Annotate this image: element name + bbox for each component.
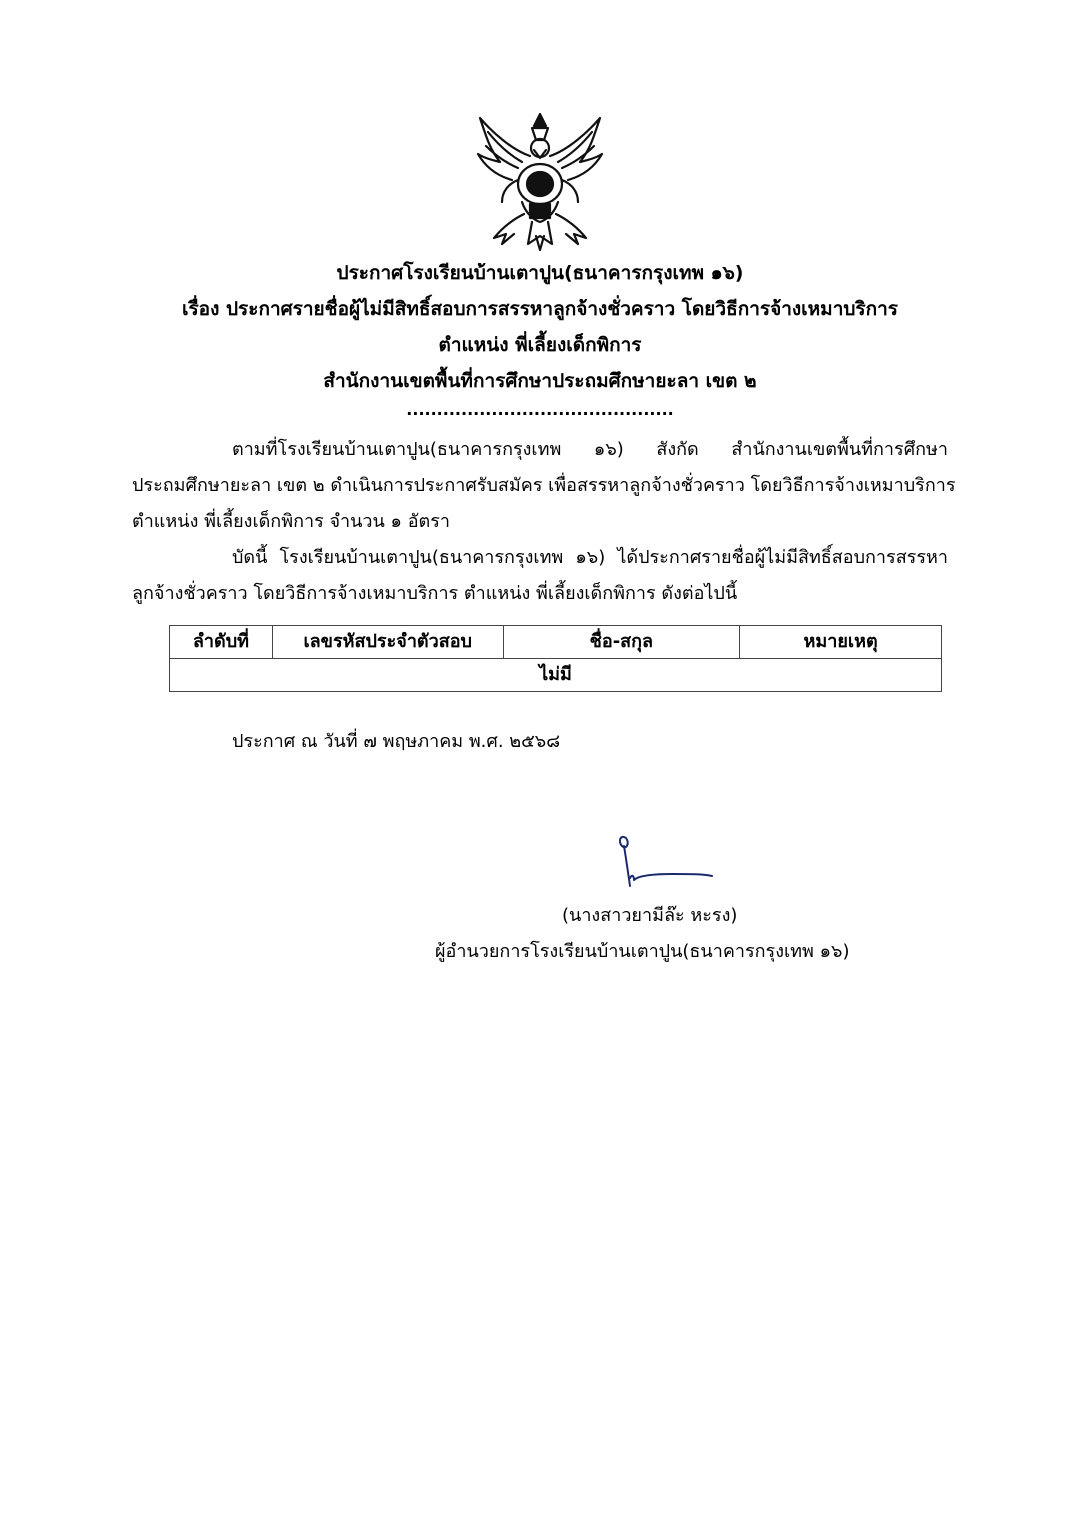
signer-title: ผู้อำนวยการโรงเรียนบ้านเตาปูน(ธนาคารกรุงเทพ ๑๖) [435,941,850,962]
paragraph-1-line-1: ตามที่โรงเรียนบ้านเตาปูน(ธนาคารกรุงเทพ ๑๖) สังกัด สำนักงานเขตพื้นที่การศึกษา [232,439,948,460]
candidate-table [169,625,942,692]
table-row [170,659,942,692]
paragraph-2-line-2: ลูกจ้างชั่วคราว โดยวิธีการจ้างเหมาบริการ ตำแหน่ง พี่เลี้ยงเด็กพิการ ดังต่อไปนี้ [132,583,738,604]
column-header-remarks: หมายเหตุ [740,626,942,659]
separator-dots: ............................................ [406,400,674,419]
announcement-date: ประกาศ ณ วันที่ ๗ พฤษภาคม พ.ศ. ๒๕๖๘ [232,731,561,752]
paragraph-2-line-1: บัดนี้ โรงเรียนบ้านเตาปูน(ธนาคารกรุงเทพ ๑๖) ได้ประกาศรายชื่อผู้ไม่มีสิทธิ์สอบการสรรหา [232,547,948,568]
signature-mark [612,828,722,892]
garuda-emblem-icon [472,110,608,252]
announcement-position: ตำแหน่ง พี่เลี้ยงเด็กพิการ [438,334,642,356]
paragraph-1-line-2: ประถมศึกษายะลา เขต ๒ ดำเนินการประกาศรับสมัคร เพื่อสรรหาลูกจ้างชั่วคราว โดยวิธีการจ้างเหมาบริการ [132,475,956,496]
empty-row-cell: ไม่มี [170,659,942,692]
table-header-row [170,626,942,659]
announcement-subject: เรื่อง ประกาศรายชื่อผู้ไม่มีสิทธิ์สอบการสรรหาลูกจ้างชั่วคราว โดยวิธีการจ้างเหมาบริการ [181,298,899,320]
announcement-office: สำนักงานเขตพื้นที่การศึกษาประถมศึกษายะลา เขต ๒ [323,370,757,392]
column-header-exam-id: เลขรหัสประจำตัวสอบ [272,626,503,659]
announcement-title: ประกาศโรงเรียนบ้านเตาปูน(ธนาคารกรุงเทพ ๑๖) [336,262,744,284]
column-header-full-name: ชื่อ-สกุล [503,626,740,659]
paragraph-1-line-3: ตำแหน่ง พี่เลี้ยงเด็กพิการ จำนวน ๑ อัตรา [132,511,450,532]
signer-name: (นางสาวยามีล๊ะ หะรง) [562,905,738,926]
column-header-order: ลำดับที่ [170,626,273,659]
